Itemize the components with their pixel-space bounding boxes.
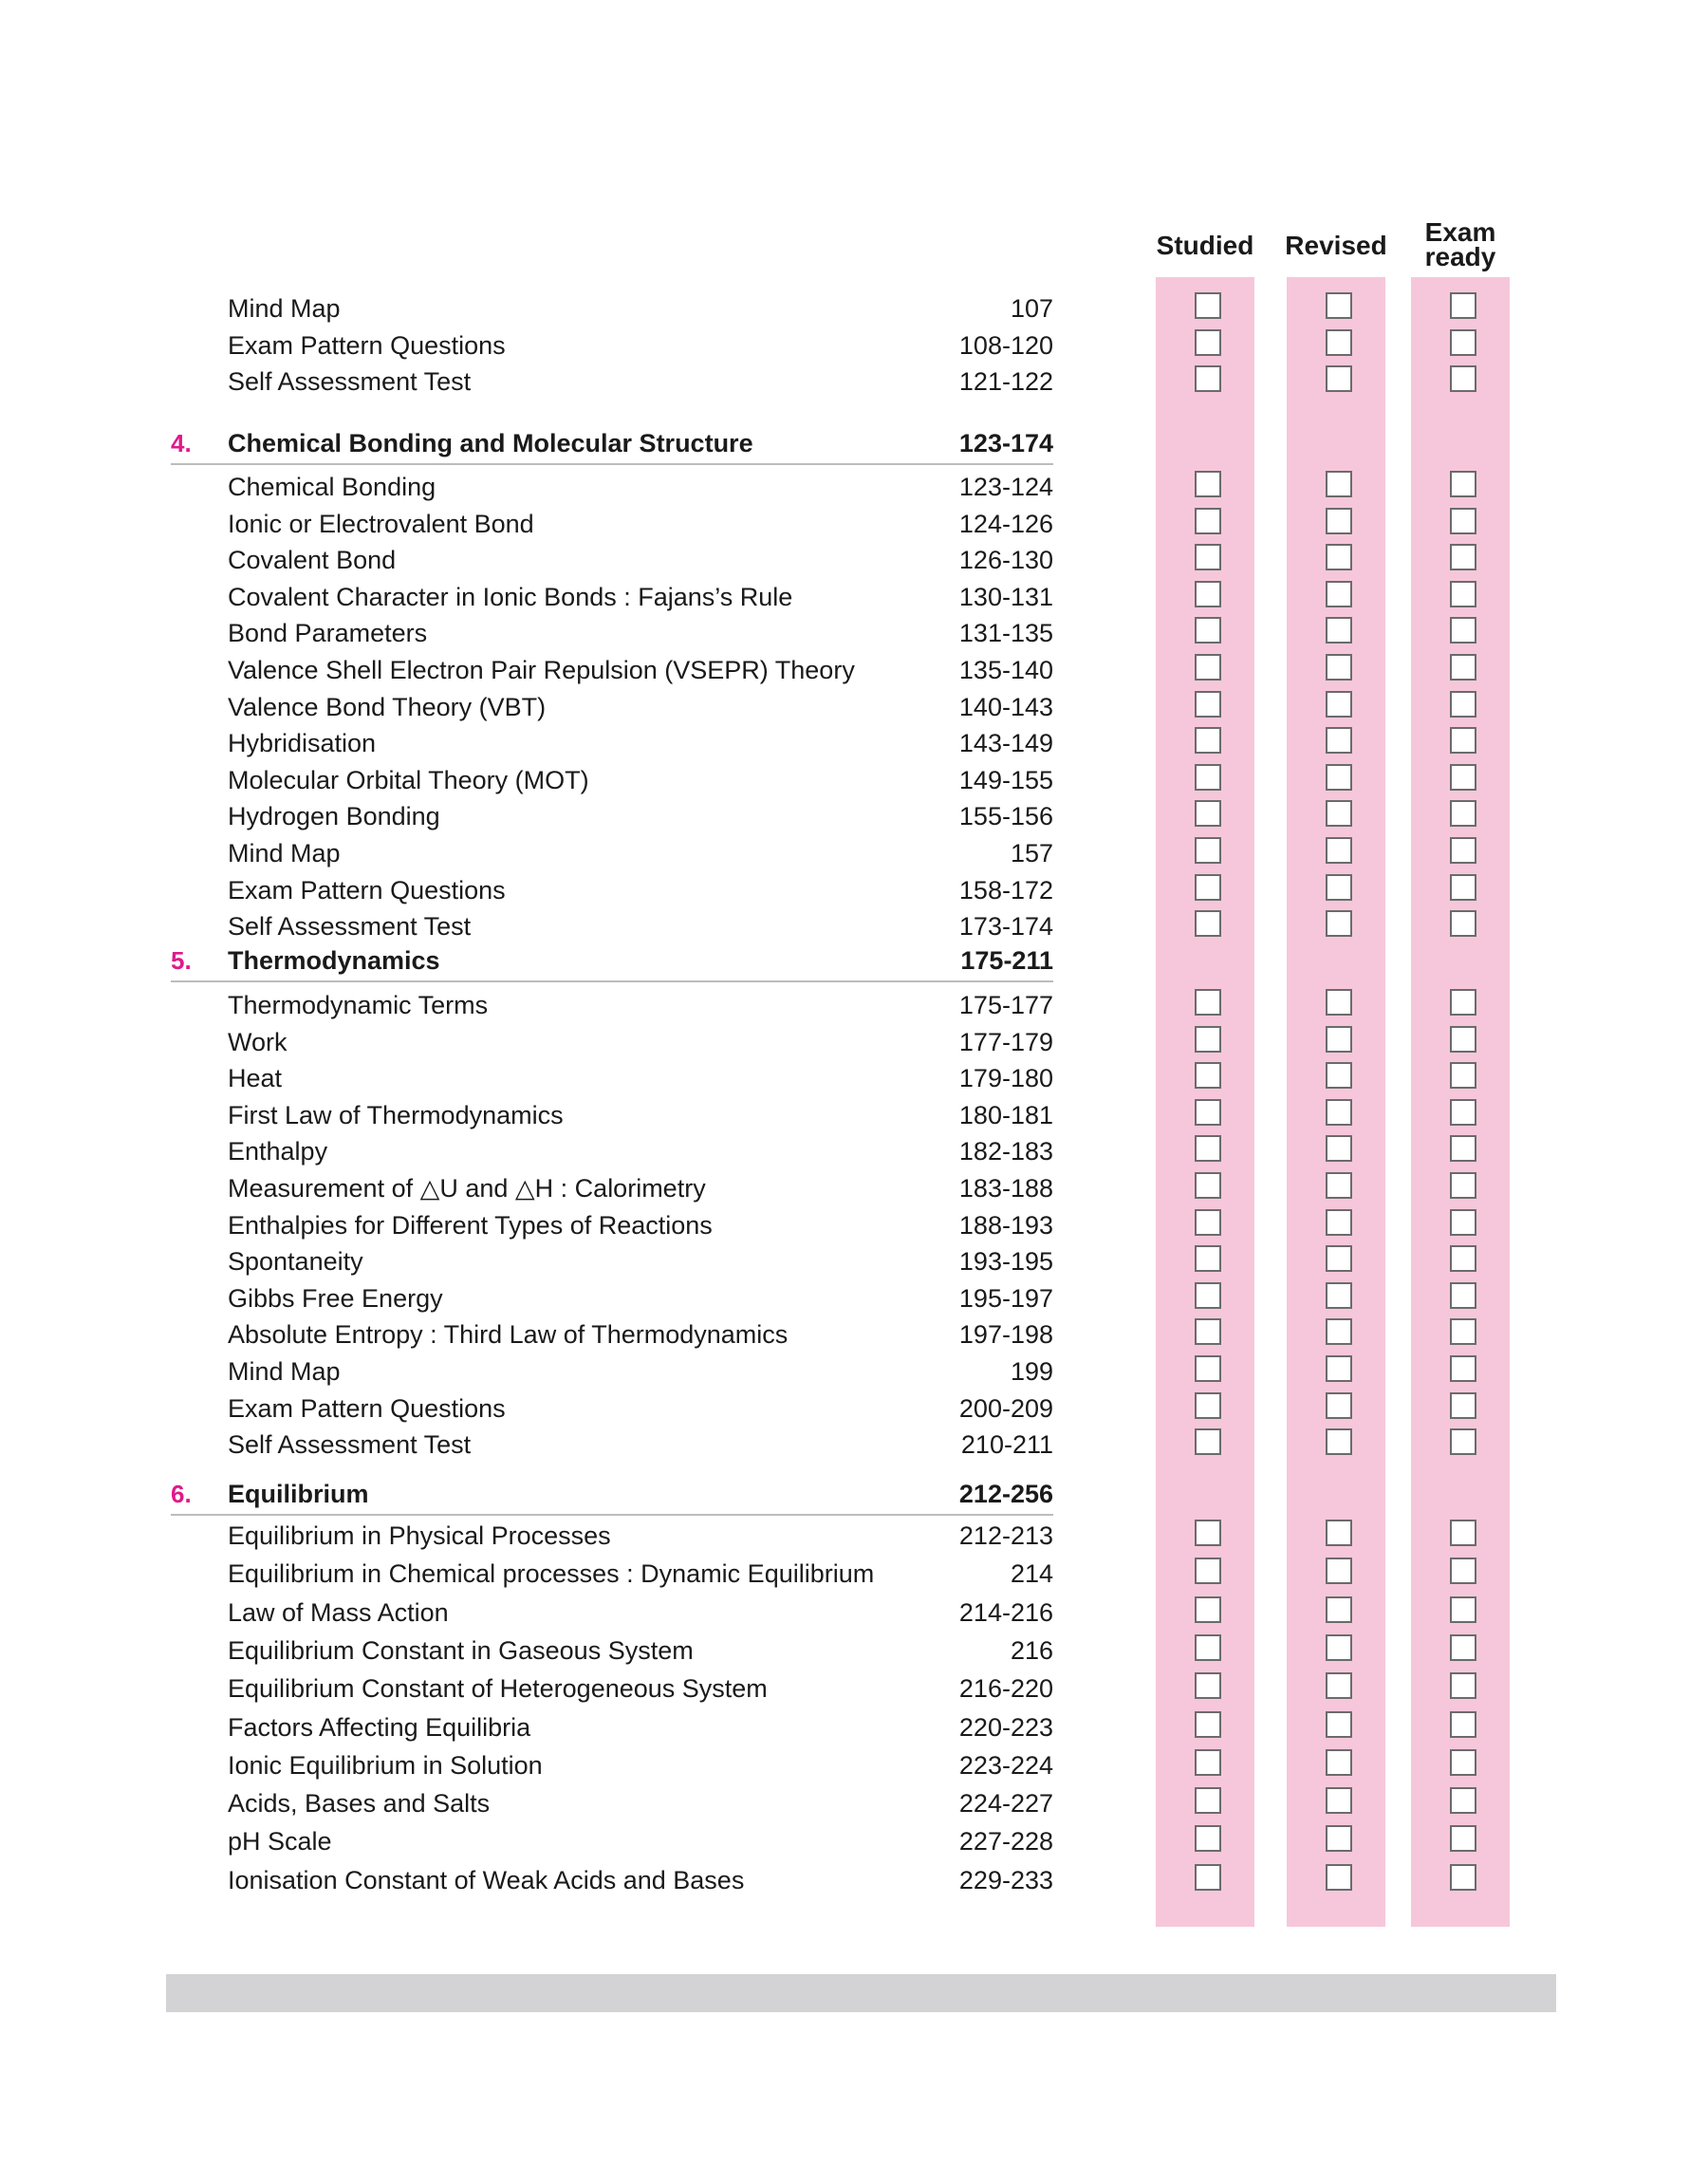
topic-pages: 143-149	[958, 729, 1053, 758]
chapter-number: 4.	[171, 429, 192, 457]
topic-row	[0, 579, 1708, 615]
studied-checkbox[interactable]	[1195, 581, 1221, 607]
topic-title: Equilibrium Constant in Gaseous System	[228, 1635, 694, 1665]
chapter-heading	[0, 942, 1708, 979]
exam-ready-checkbox[interactable]	[1450, 1787, 1476, 1814]
chapter-heading	[0, 425, 1708, 461]
revised-checkbox[interactable]	[1326, 1135, 1352, 1162]
studied-checkbox[interactable]	[1195, 1062, 1221, 1089]
topic-row	[0, 1427, 1708, 1463]
exam-ready-checkbox[interactable]	[1450, 365, 1476, 392]
revised-checkbox[interactable]	[1326, 1062, 1352, 1089]
topic-row	[0, 1024, 1708, 1060]
chapter-number: 5.	[171, 946, 192, 975]
topic-pages: 197-198	[958, 1320, 1053, 1350]
topic-row	[0, 987, 1708, 1023]
topic-title: Measurement of △U and △H : Calorimetry	[228, 1174, 706, 1203]
studied-checkbox[interactable]	[1195, 1520, 1221, 1546]
studied-checkbox[interactable]	[1195, 1099, 1221, 1126]
topic-title: Valence Bond Theory (VBT)	[228, 692, 547, 721]
revised-checkbox[interactable]	[1326, 617, 1352, 644]
topic-title: Molecular Orbital Theory (MOT)	[228, 765, 589, 794]
exam-ready-checkbox[interactable]	[1450, 1099, 1476, 1126]
topic-pages: 124-126	[958, 509, 1053, 538]
topic-title: First Law of Thermodynamics	[228, 1100, 564, 1129]
topic-pages: 140-143	[958, 692, 1053, 721]
revised-checkbox[interactable]	[1326, 581, 1352, 607]
revised-checkbox[interactable]	[1326, 654, 1352, 681]
topic-row	[0, 1862, 1708, 1898]
topic-row	[0, 1556, 1708, 1592]
topic-title: Enthalpy	[228, 1137, 328, 1166]
studied-checkbox[interactable]	[1195, 292, 1221, 319]
exam-ready-checkbox[interactable]	[1450, 1428, 1476, 1455]
topic-row	[0, 1316, 1708, 1353]
revised-checkbox[interactable]	[1326, 910, 1352, 937]
topic-title: Equilibrium in Chemical processes : Dynamic Equilibrium	[228, 1559, 875, 1589]
exam-ready-checkbox[interactable]	[1450, 1520, 1476, 1546]
exam-ready-checkbox[interactable]	[1450, 581, 1476, 607]
topic-pages: 149-155	[958, 765, 1053, 794]
topic-title: Self Assessment Test	[228, 1430, 472, 1460]
topic-title: Gibbs Free Energy	[228, 1283, 443, 1313]
exam-ready-checkbox[interactable]	[1450, 910, 1476, 937]
exam-ready-checkbox[interactable]	[1450, 1282, 1476, 1309]
studied-checkbox[interactable]	[1195, 365, 1221, 392]
topic-title: Exam Pattern Questions	[228, 330, 506, 360]
topic-title: Equilibrium Constant of Heterogeneous System	[228, 1674, 768, 1704]
topic-row	[0, 689, 1708, 725]
topic-pages: 157	[1010, 839, 1053, 868]
topic-pages: 210-211	[960, 1430, 1053, 1460]
studied-checkbox[interactable]	[1195, 329, 1221, 356]
topic-title: Covalent Bond	[228, 546, 397, 575]
topic-title: Mind Map	[228, 1357, 341, 1386]
exam-ready-checkbox[interactable]	[1450, 508, 1476, 534]
topic-title: Ionisation Constant of Weak Acids and Bases	[228, 1865, 745, 1894]
topic-row	[0, 1518, 1708, 1554]
topic-pages: 123-124	[958, 473, 1053, 501]
topic-row	[0, 542, 1708, 578]
topic-title: Chemical Bonding	[228, 473, 436, 501]
exam-ready-checkbox[interactable]	[1450, 1245, 1476, 1272]
exam-ready-checkbox[interactable]	[1450, 874, 1476, 901]
exam-ready-checkbox[interactable]	[1450, 837, 1476, 864]
topic-pages: 183-188	[958, 1174, 1053, 1203]
studied-checkbox[interactable]	[1195, 617, 1221, 644]
topic-pages: 108-120	[958, 330, 1053, 360]
revised-checkbox[interactable]	[1326, 800, 1352, 827]
exam-ready-checkbox[interactable]	[1450, 329, 1476, 356]
topic-pages: 227-228	[958, 1827, 1053, 1856]
revised-checkbox[interactable]	[1326, 1711, 1352, 1738]
studied-checkbox[interactable]	[1195, 727, 1221, 754]
exam-ready-checkbox[interactable]	[1450, 1062, 1476, 1089]
studied-checkbox[interactable]	[1195, 1864, 1221, 1891]
revised-checkbox[interactable]	[1326, 989, 1352, 1016]
studied-checkbox[interactable]	[1195, 1787, 1221, 1814]
topic-pages: 121-122	[958, 367, 1053, 397]
topic-pages: 179-180	[958, 1064, 1053, 1093]
studied-checkbox[interactable]	[1195, 874, 1221, 901]
exam-ready-checkbox[interactable]	[1450, 1596, 1476, 1623]
studied-checkbox[interactable]	[1195, 691, 1221, 718]
studied-checkbox[interactable]	[1195, 654, 1221, 681]
topic-row	[0, 908, 1708, 944]
topic-pages: 180-181	[958, 1100, 1053, 1129]
studied-checkbox[interactable]	[1195, 1596, 1221, 1623]
studied-checkbox[interactable]	[1195, 544, 1221, 570]
topic-title: Mind Map	[228, 294, 341, 323]
topic-pages: 229-233	[958, 1865, 1053, 1894]
topic-title: pH Scale	[228, 1827, 332, 1856]
revised-checkbox[interactable]	[1326, 1825, 1352, 1852]
revised-checkbox[interactable]	[1326, 1558, 1352, 1584]
studied-checkbox[interactable]	[1195, 764, 1221, 791]
topic-title: Self Assessment Test	[228, 912, 472, 942]
topic-title: Exam Pattern Questions	[228, 875, 506, 905]
exam-ready-checkbox[interactable]	[1450, 1672, 1476, 1699]
exam-ready-checkbox[interactable]	[1450, 764, 1476, 791]
exam-ready-checkbox[interactable]	[1450, 1392, 1476, 1419]
studied-checkbox[interactable]	[1195, 837, 1221, 864]
studied-checkbox[interactable]	[1195, 1825, 1221, 1852]
topic-row	[0, 725, 1708, 761]
revised-checkbox[interactable]	[1326, 1428, 1352, 1455]
topic-row	[0, 1633, 1708, 1669]
studied-checkbox[interactable]	[1195, 1749, 1221, 1776]
exam-ready-checkbox[interactable]	[1450, 292, 1476, 319]
revised-checkbox[interactable]	[1326, 1172, 1352, 1199]
topic-pages: 155-156	[958, 802, 1053, 831]
topic-pages: 224-227	[958, 1789, 1053, 1819]
revised-checkbox[interactable]	[1326, 1596, 1352, 1623]
footer-bar	[166, 1974, 1556, 2012]
topic-pages: 216	[1010, 1635, 1053, 1665]
chapter-divider	[171, 463, 1053, 465]
topic-title: Equilibrium in Physical Processes	[228, 1521, 611, 1550]
topic-pages: 193-195	[958, 1247, 1053, 1277]
revised-checkbox[interactable]	[1326, 1672, 1352, 1699]
revised-checkbox[interactable]	[1326, 1318, 1352, 1345]
studied-checkbox[interactable]	[1195, 1711, 1221, 1738]
revised-checkbox[interactable]	[1326, 1355, 1352, 1382]
exam-ready-checkbox[interactable]	[1450, 1825, 1476, 1852]
studied-checkbox[interactable]	[1195, 1209, 1221, 1236]
studied-checkbox[interactable]	[1195, 989, 1221, 1016]
topic-title: Law of Mass Action	[228, 1597, 449, 1627]
revised-checkbox[interactable]	[1326, 329, 1352, 356]
topic-row	[0, 1390, 1708, 1427]
topic-row	[0, 469, 1708, 505]
exam-ready-checkbox[interactable]	[1450, 1318, 1476, 1345]
topic-pages: 182-183	[958, 1137, 1053, 1166]
chapter-number: 6.	[171, 1480, 192, 1508]
topic-pages: 158-172	[958, 875, 1053, 905]
topic-pages: 130-131	[958, 582, 1053, 611]
revised-checkbox[interactable]	[1326, 1026, 1352, 1053]
topic-row	[0, 1709, 1708, 1745]
topic-pages: 212-213	[958, 1521, 1053, 1550]
topic-row	[0, 798, 1708, 834]
studied-checkbox[interactable]	[1195, 1282, 1221, 1309]
topic-row	[0, 652, 1708, 688]
topic-row	[0, 762, 1708, 798]
exam-ready-checkbox[interactable]	[1450, 1634, 1476, 1661]
revised-checkbox[interactable]	[1326, 1209, 1352, 1236]
chapter-pages: 123-174	[958, 429, 1053, 457]
topic-row	[0, 1243, 1708, 1279]
revised-checkbox[interactable]	[1326, 837, 1352, 864]
studied-checkbox[interactable]	[1195, 1392, 1221, 1419]
revised-checkbox[interactable]	[1326, 1749, 1352, 1776]
exam-ready-checkbox[interactable]	[1450, 1209, 1476, 1236]
exam-ready-checkbox[interactable]	[1450, 1558, 1476, 1584]
topic-pages: 177-179	[958, 1027, 1053, 1056]
exam-ready-checkbox[interactable]	[1450, 471, 1476, 497]
topic-row	[0, 327, 1708, 364]
exam-ready-checkbox[interactable]	[1450, 617, 1476, 644]
topic-row	[0, 1060, 1708, 1096]
studied-header: Studied	[1156, 231, 1254, 260]
topic-pages: 214	[1010, 1559, 1053, 1589]
topic-row	[0, 1670, 1708, 1707]
topic-pages: 135-140	[958, 656, 1053, 684]
topic-pages: 188-193	[958, 1210, 1053, 1240]
topic-title: Hydrogen Bonding	[228, 802, 440, 831]
topic-title: Enthalpies for Different Types of Reactions	[228, 1210, 713, 1240]
topic-pages: 200-209	[958, 1393, 1053, 1423]
chapter-title: Chemical Bonding and Molecular Structure	[228, 429, 753, 457]
exam-ready-checkbox[interactable]	[1450, 1172, 1476, 1199]
topic-title: Heat	[228, 1064, 283, 1093]
studied-checkbox[interactable]	[1195, 471, 1221, 497]
exam-ready-checkbox[interactable]	[1450, 1135, 1476, 1162]
revised-checkbox[interactable]	[1326, 1787, 1352, 1814]
revised-checkbox[interactable]	[1326, 1392, 1352, 1419]
studied-checkbox[interactable]	[1195, 1318, 1221, 1345]
topic-row	[0, 835, 1708, 871]
topic-row	[0, 506, 1708, 542]
topic-title: Valence Shell Electron Pair Repulsion (VSEPR) Theory	[228, 656, 855, 684]
topic-pages: 175-177	[958, 991, 1053, 1019]
exam-ready-checkbox[interactable]	[1450, 727, 1476, 754]
chapter-pages: 175-211	[960, 946, 1053, 975]
revised-checkbox[interactable]	[1326, 471, 1352, 497]
topic-pages: 199	[1010, 1357, 1053, 1386]
exam-ready-checkbox[interactable]	[1450, 1864, 1476, 1891]
topic-pages: 131-135	[958, 619, 1053, 648]
topic-title: Thermodynamic Terms	[228, 991, 489, 1019]
topic-title: Ionic or Electrovalent Bond	[228, 509, 534, 538]
studied-checkbox[interactable]	[1195, 1026, 1221, 1053]
topic-row	[0, 1170, 1708, 1206]
topic-title: Covalent Character in Ionic Bonds : Fajans’s Rule	[228, 582, 793, 611]
topic-pages: 223-224	[958, 1750, 1053, 1780]
topic-row	[0, 1353, 1708, 1390]
topic-pages: 126-130	[958, 546, 1053, 575]
revised-checkbox[interactable]	[1326, 1634, 1352, 1661]
chapter-title: Thermodynamics	[228, 946, 440, 975]
topic-row	[0, 1207, 1708, 1243]
studied-checkbox[interactable]	[1195, 508, 1221, 534]
topic-row	[0, 290, 1708, 327]
topic-row	[0, 1097, 1708, 1133]
revised-checkbox[interactable]	[1326, 874, 1352, 901]
revised-checkbox[interactable]	[1326, 1099, 1352, 1126]
studied-checkbox[interactable]	[1195, 1245, 1221, 1272]
topic-pages: 107	[1010, 294, 1053, 323]
topic-pages: 195-197	[958, 1283, 1053, 1313]
studied-checkbox[interactable]	[1195, 1672, 1221, 1699]
exam-ready-checkbox[interactable]	[1450, 691, 1476, 718]
revised-checkbox[interactable]	[1326, 727, 1352, 754]
chapter-title: Equilibrium	[228, 1480, 369, 1508]
topic-title: Self Assessment Test	[228, 367, 472, 397]
topic-title: Spontaneity	[228, 1247, 363, 1277]
revised-checkbox[interactable]	[1326, 1245, 1352, 1272]
studied-checkbox[interactable]	[1195, 1135, 1221, 1162]
studied-checkbox[interactable]	[1195, 1634, 1221, 1661]
topic-title: Absolute Entropy : Third Law of Thermodynamics	[228, 1320, 789, 1350]
exam-ready-checkbox[interactable]	[1450, 1711, 1476, 1738]
revised-header: Revised	[1285, 231, 1387, 260]
revised-checkbox[interactable]	[1326, 365, 1352, 392]
topic-row	[0, 364, 1708, 400]
chapter-divider	[171, 1514, 1053, 1516]
exam-ready-checkbox[interactable]	[1450, 1355, 1476, 1382]
topic-row	[0, 1747, 1708, 1783]
revised-checkbox[interactable]	[1326, 1864, 1352, 1891]
topic-row	[0, 1595, 1708, 1631]
topic-row	[0, 1133, 1708, 1169]
topic-title: Ionic Equilibrium in Solution	[228, 1750, 543, 1780]
revised-checkbox[interactable]	[1326, 292, 1352, 319]
revised-checkbox[interactable]	[1326, 691, 1352, 718]
topic-title: Acids, Bases and Salts	[228, 1789, 491, 1819]
topic-title: Work	[228, 1027, 288, 1056]
exam-ready-checkbox[interactable]	[1450, 800, 1476, 827]
exam-ready-checkbox[interactable]	[1450, 1026, 1476, 1053]
topic-row	[0, 1823, 1708, 1859]
studied-checkbox[interactable]	[1195, 800, 1221, 827]
topic-pages: 214-216	[958, 1597, 1053, 1627]
topic-title: Hybridisation	[228, 729, 377, 758]
exam-ready-checkbox[interactable]	[1450, 654, 1476, 681]
chapter-heading	[0, 1476, 1708, 1512]
revised-checkbox[interactable]	[1326, 508, 1352, 534]
studied-checkbox[interactable]	[1195, 1355, 1221, 1382]
revised-checkbox[interactable]	[1326, 764, 1352, 791]
exam-ready-checkbox[interactable]	[1450, 989, 1476, 1016]
chapter-divider	[171, 980, 1053, 982]
studied-checkbox[interactable]	[1195, 1558, 1221, 1584]
studied-checkbox[interactable]	[1195, 910, 1221, 937]
revised-checkbox[interactable]	[1326, 544, 1352, 570]
exam-ready-checkbox[interactable]	[1450, 1749, 1476, 1776]
topic-pages: 220-223	[958, 1712, 1053, 1742]
chapter-pages: 212-256	[958, 1480, 1053, 1508]
topic-row	[0, 615, 1708, 651]
topic-title: Bond Parameters	[228, 619, 428, 648]
topic-row	[0, 1785, 1708, 1821]
studied-checkbox[interactable]	[1195, 1172, 1221, 1199]
topic-title: Factors Affecting Equilibria	[228, 1712, 531, 1742]
topic-pages: 173-174	[958, 912, 1053, 942]
revised-checkbox[interactable]	[1326, 1520, 1352, 1546]
topic-pages: 216-220	[958, 1674, 1053, 1704]
revised-checkbox[interactable]	[1326, 1282, 1352, 1309]
topic-row	[0, 1280, 1708, 1316]
exam-ready-header: Exam ready	[1424, 217, 1496, 271]
studied-checkbox[interactable]	[1195, 1428, 1221, 1455]
exam-ready-checkbox[interactable]	[1450, 544, 1476, 570]
topic-title: Exam Pattern Questions	[228, 1393, 506, 1423]
topic-title: Mind Map	[228, 839, 341, 868]
topic-row	[0, 872, 1708, 908]
